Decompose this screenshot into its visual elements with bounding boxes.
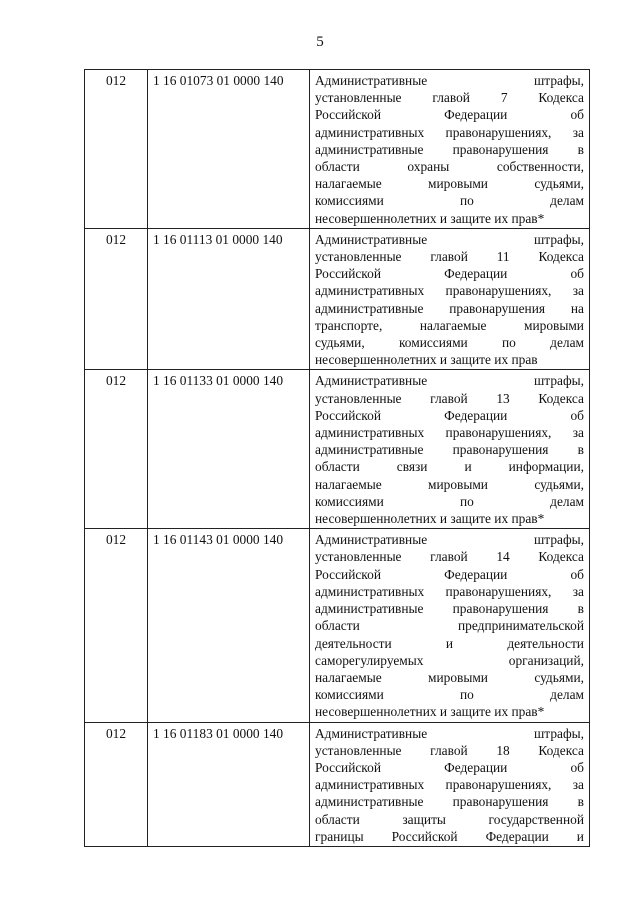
table-row — [85, 722, 590, 846]
description-line: области защиты государственной — [315, 811, 584, 827]
description-line: Административные штрафы, — [315, 373, 584, 389]
description-line: налагаемые мировыми судьями, — [315, 476, 584, 492]
description-line: Российской Федерации об — [315, 566, 584, 582]
description-line: административные правонарушения на — [315, 300, 584, 316]
description-line: Административные штрафы, — [315, 725, 584, 741]
admin-code-cell: 012 — [85, 722, 148, 846]
description-line: установленные главой 13 Кодекса — [315, 390, 584, 406]
description-line: Административные штрафы, — [315, 532, 584, 548]
description-line: несовершеннолетних и защите их прав* — [315, 704, 545, 720]
kbk-code-cell: 1 16 01113 01 0000 140 — [148, 228, 310, 370]
description-line: административных правонарушениях, за — [315, 583, 584, 599]
table-row — [85, 529, 590, 722]
description-line: области охраны собственности, — [315, 159, 584, 175]
description-line: саморегулируемых организаций, — [315, 652, 584, 668]
description-line: налагаемые мировыми судьями, — [315, 669, 584, 685]
fees-table — [84, 69, 590, 847]
description-line: области связи и информации, — [315, 459, 584, 475]
table-row — [85, 228, 590, 370]
kbk-code-cell: 1 16 01143 01 0000 140 — [148, 529, 310, 722]
description-cell — [310, 529, 590, 722]
description-line: административных правонарушениях, за — [315, 283, 584, 299]
kbk-code-cell: 1 16 01073 01 0000 140 — [148, 70, 310, 229]
description-line: Российской Федерации об — [315, 107, 584, 123]
description-cell — [310, 722, 590, 846]
description-line: административные правонарушения в — [315, 601, 584, 617]
description-line: несовершеннолетних и защите их прав — [315, 352, 538, 368]
description-line: комиссиями по делам — [315, 493, 584, 509]
description-line: установленные главой 7 Кодекса — [315, 90, 584, 106]
description-cell — [310, 370, 590, 529]
description-line: несовершеннолетних и защите их прав* — [315, 210, 545, 226]
description-line: административные правонарушения в — [315, 794, 584, 810]
description-line: установленные главой 18 Кодекса — [315, 742, 584, 758]
description-line: области предпринимательской — [315, 618, 584, 634]
description-cell — [310, 228, 590, 370]
description-line: Российской Федерации об — [315, 266, 584, 282]
description-line: границы Российской Федерации и — [315, 828, 584, 844]
description-cell — [310, 70, 590, 229]
description-line: установленные главой 11 Кодекса — [315, 249, 584, 265]
description-line: установленные главой 14 Кодекса — [315, 549, 584, 565]
admin-code-cell: 012 — [85, 529, 148, 722]
description-line: судьями, комиссиями по делам — [315, 335, 584, 351]
description-line: административных правонарушениях, за — [315, 777, 584, 793]
admin-code-cell: 012 — [85, 228, 148, 370]
description-line: административные правонарушения в — [315, 442, 584, 458]
description-line: транспорте, налагаемые мировыми — [315, 317, 584, 333]
description-line: налагаемые мировыми судьями, — [315, 176, 584, 192]
description-line: несовершеннолетних и защите их прав* — [315, 511, 545, 527]
description-line: деятельности и деятельности — [315, 635, 584, 651]
description-line: Административные штрафы, — [315, 73, 584, 88]
description-line: Административные штрафы, — [315, 231, 584, 247]
kbk-code-cell: 1 16 01183 01 0000 140 — [148, 722, 310, 846]
admin-code-cell: 012 — [85, 70, 148, 229]
kbk-code-cell: 1 16 01133 01 0000 140 — [148, 370, 310, 529]
description-line: комиссиями по делам — [315, 193, 584, 209]
description-line: Российской Федерации об — [315, 759, 584, 775]
table-row — [85, 370, 590, 529]
page-number: 5 — [316, 34, 324, 50]
description-line: административных правонарушениях, за — [315, 124, 584, 140]
table-row — [85, 70, 590, 229]
description-line: комиссиями по делам — [315, 687, 584, 703]
admin-code-cell: 012 — [85, 370, 148, 529]
description-line: административные правонарушения в — [315, 141, 584, 157]
description-line: административных правонарушениях, за — [315, 425, 584, 441]
description-line: Российской Федерации об — [315, 407, 584, 423]
fees-table-body — [85, 70, 590, 847]
